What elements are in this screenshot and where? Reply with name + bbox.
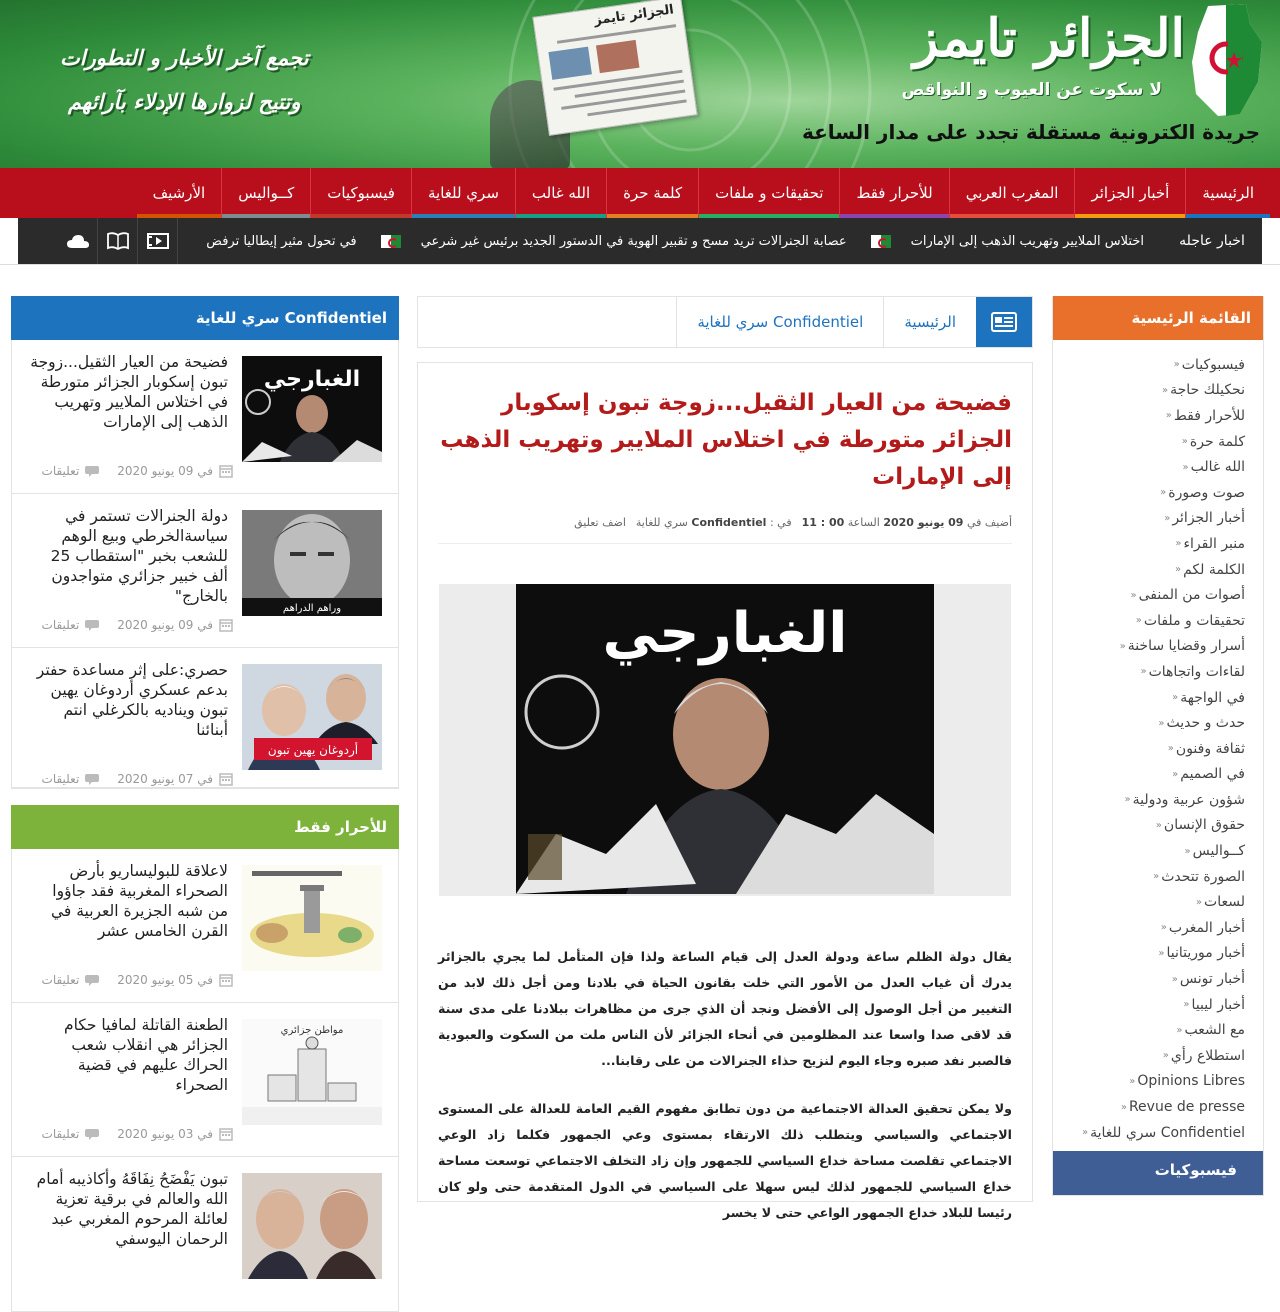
post-thumbnail[interactable] (242, 664, 382, 770)
ticker-tools (18, 218, 178, 264)
thumbnail-caption: الغبارجي (263, 367, 361, 392)
nav-item[interactable]: كــواليس (222, 168, 311, 218)
thumbnail-image (242, 865, 382, 971)
main-menu-list (1053, 340, 1263, 1145)
thumbnail-image (242, 510, 382, 616)
calendar-icon (219, 464, 233, 478)
main-menu-item[interactable]: الله غالب « (1053, 454, 1245, 480)
algeria-flag-icon (871, 235, 891, 248)
nav-item[interactable]: المغرب العربي (950, 168, 1076, 218)
main-menu-widget (1052, 296, 1264, 1196)
comment-icon (85, 1127, 101, 1141)
facebook-widget-title: فيسبوكيات (1053, 1151, 1263, 1195)
post-thumbnail[interactable] (242, 510, 382, 616)
header-banner (0, 0, 1280, 168)
post-title[interactable]: تبون يَفْضَحُ نِفَاقَهُ وأكاذيبه أمام الله والعالم في برقية تعزية لعائلة المرحوم المغربي عبد الرحمان اليوسفي (36, 1170, 228, 1248)
post-item[interactable] (12, 494, 398, 648)
thumbnail-caption: مواطن جزائري (280, 1025, 344, 1036)
main-menu-item[interactable]: Opinions Libres « (1053, 1069, 1245, 1095)
nav-item[interactable]: أخبار الجزائر (1075, 168, 1186, 218)
main-menu-item[interactable]: ثقافة وفنون « (1053, 736, 1245, 762)
post-thumbnail[interactable] (242, 865, 382, 971)
breaking-news-item[interactable] (190, 234, 356, 249)
algeria-flag-icon (381, 235, 401, 248)
main-menu-item[interactable]: تحقيقات و ملفات « (1053, 608, 1245, 634)
main-menu-item[interactable]: لقاءات واتجاهات « (1053, 659, 1245, 685)
post-title[interactable]: دولة الجنرالات تستمر في سياسةالخرطي وبيع الوهم للشعب بخبر "استقطاب 25 ألف خبير جزائري متواجدون بالخارج" (50, 507, 228, 605)
main-menu-item[interactable]: أصوات من المنفى « (1053, 582, 1245, 608)
post-comments[interactable]: تعليقات (41, 973, 80, 987)
post-meta (42, 772, 233, 786)
article-image (439, 584, 1011, 896)
main-menu-item[interactable]: كــواليس « (1053, 838, 1245, 864)
post-meta (42, 973, 233, 987)
post-title[interactable]: حصري:على إثر مساعدة حفتر بدعم عسكري أردوغان يهين تبون ويناديه بالكرغلي انتم أبنائنا (36, 661, 228, 739)
nav-item[interactable]: سري للغاية (412, 168, 516, 218)
main-menu-title: القائمة الرئيسية (1053, 296, 1263, 340)
nav-item[interactable]: للأحرار فقط (840, 168, 949, 218)
post-item[interactable] (12, 849, 398, 1003)
post-thumbnail[interactable] (242, 1173, 382, 1279)
main-menu-item[interactable]: أخبار الجزائر « (1053, 506, 1245, 532)
article-title: فضيحة من العيار الثقيل...زوجة تبون إسكوبار الجزائر متورطة في اختلاس الملايير وتهريب الذهب إلى الإمارات (440, 390, 1012, 490)
thumbnail-image (242, 356, 382, 462)
post-comments[interactable]: تعليقات (41, 772, 80, 786)
comment-icon (85, 464, 101, 478)
nav-item[interactable]: فيسبوكيات (311, 168, 412, 218)
breadcrumb (417, 296, 1033, 348)
left-sidebar (11, 296, 399, 1248)
main-menu-item[interactable]: Confidentiel سري للغاية « (1053, 1120, 1245, 1146)
add-comment-link[interactable]: اضف تعليق (574, 516, 626, 529)
post-title[interactable]: لاعلاقة للبوليساريو بأرض الصحراء المغربية فقد جاؤوا من شبه الجزيرة العربية في القرن الخامس عشر (50, 862, 228, 940)
meta-category[interactable]: في : Confidentiel سري للغاية (635, 516, 792, 529)
main-menu-item[interactable]: في الصميم « (1053, 762, 1245, 788)
site-description: جريدة الكترونية مستقلة تجدد على مدار الساعة (801, 120, 1260, 144)
section-title[interactable]: Confidentiel سري للغاية (11, 296, 399, 340)
section-posts (11, 849, 399, 1312)
post-comments[interactable]: تعليقات (41, 1127, 80, 1141)
calendar-icon (219, 772, 233, 786)
section-posts (11, 340, 399, 789)
post-date: في 05 يونيو 2020 (117, 973, 213, 987)
article-meta (438, 516, 1012, 544)
main-menu-item[interactable]: أخبار المغرب « (1053, 915, 1245, 941)
breaking-news-text: عصابة الجنرالات تريد مسح و تقبير الهوية في الدستور الجديد برئيس غير شرعي (420, 233, 847, 249)
book-icon[interactable] (98, 218, 138, 264)
poster-caption: الغبارجي (602, 601, 848, 666)
thumbnail-caption: وراهم الدراهم (282, 603, 342, 614)
post-thumbnail[interactable] (242, 1019, 382, 1125)
weather-cloud-icon[interactable] (58, 218, 98, 264)
article-body (438, 944, 1012, 1226)
post-date: في 09 يونيو 2020 (117, 618, 213, 632)
breaking-news-item[interactable] (357, 234, 847, 249)
post-date: في 09 يونيو 2020 (117, 464, 213, 478)
banner-tagline (60, 36, 309, 124)
calendar-icon (219, 973, 233, 987)
main-menu-item[interactable]: أسرار وقضايا ساخنة « (1053, 634, 1245, 660)
comment-icon (85, 772, 101, 786)
meta-added: أضيف في 09 يونيو 2020 الساعة 00 : 11 (801, 516, 1012, 529)
post-item[interactable] (12, 648, 398, 788)
article (417, 362, 1033, 1220)
breaking-news-track (178, 218, 1144, 264)
ghabarji-poster-image (516, 584, 934, 894)
main-content (417, 296, 1033, 1220)
breaking-news-text: في تحول مثير إيطاليا ترفض (206, 233, 357, 249)
comment-icon (85, 618, 101, 632)
thumbnail-image (242, 664, 382, 770)
site-title[interactable]: الجزائر تايمز (913, 8, 1185, 69)
thumbnail-image (242, 1019, 382, 1125)
post-comments[interactable]: تعليقات (41, 618, 80, 632)
breaking-news-bar (18, 218, 1262, 264)
main-menu-item[interactable]: حدث و حديث « (1053, 710, 1245, 736)
main-menu-item[interactable]: نحكيلك حاجة « (1053, 378, 1245, 404)
newspaper-graphic (532, 0, 697, 136)
breaking-news-label: اخبار عاجله (1162, 218, 1262, 264)
algeria-map-flag-icon (1188, 2, 1264, 118)
site-slogan: لا سكوت عن العيوب و النواقص (901, 80, 1162, 100)
post-comments[interactable]: تعليقات (41, 464, 80, 478)
main-menu-item[interactable]: فيسبوكيات « (1053, 352, 1245, 378)
post-date: في 07 يونيو 2020 (117, 772, 213, 786)
calendar-icon (219, 618, 233, 632)
main-menu-item[interactable]: لسعات « (1053, 889, 1245, 915)
nav-item[interactable]: تحقيقات و ملفات (699, 168, 840, 218)
breadcrumb-home[interactable]: الرئيسية (883, 297, 976, 347)
breaking-news-text: اختلاس الملايير وتهريب الذهب إلى الإمارات (910, 233, 1144, 249)
calendar-icon (219, 1127, 233, 1141)
post-meta (42, 1127, 233, 1141)
nav-item[interactable]: كلمة حرة (607, 168, 699, 218)
post-title[interactable]: الطعنة القاتلة لمافيا حكام الجزائر هي انقلاب شعب الحراك عليهم في قضية الصحراء (63, 1016, 228, 1094)
breaking-news-item[interactable] (847, 234, 1144, 249)
post-date: في 03 يونيو 2020 (117, 1127, 213, 1141)
article-paragraph: ولا يمكن تحقيق العدالة الاجتماعية من دون تطابق مفهوم القيم العامة للعدالة على المستوى الاجتماعي والسياسي ويتطلب ذلك الارتقاء بمستوى وعي الجمهور فكلما زاد الوعي الاجتماعي تقلصت مساحة خداع السياسي للجمهور وإن زاد التخلف الاجتماعي توسعت مساحة خداع السياسي للجمهور لذلك ليس سهلا على السياسي في الدول المتقدمة حتى ولو كان رئيسا للبلاد خداع الجمهور الواعي حتى لا يخسر (438, 1101, 1012, 1220)
post-meta (42, 464, 233, 478)
main-menu-item[interactable]: كلمة حرة « (1053, 429, 1245, 455)
main-menu-item[interactable]: للأحرار فقط « (1053, 403, 1245, 429)
nav-item[interactable]: الأرشيف (137, 168, 223, 218)
main-menu-item[interactable]: شؤون عربية ودولية « (1053, 787, 1245, 813)
main-menu-item[interactable]: استطلاع رأي « (1053, 1043, 1245, 1069)
post-title[interactable]: فضيحة من العيار الثقيل...زوجة تبون إسكوبار الجزائر متورطة في اختلاس الملايير وتهريب الذهب إلى الإمارات (30, 353, 228, 431)
video-icon[interactable] (138, 218, 178, 264)
thumbnail-caption: أردوغان يهين تبون (267, 743, 359, 757)
main-menu-item[interactable]: أخبار ليبيا « (1053, 992, 1245, 1018)
main-menu-item[interactable]: أخبار موريتانيا « (1053, 941, 1245, 967)
article-paragraph: يقال دولة الظلم ساعة ودولة العدل إلى قيام الساعة ولذا فإن المتأمل لما يجري بالجزائر يدرك أن غياب العدل من الأمور التي خلت بقانون الحياة في بلادنا ومن أجل ذلك لابد من التغيير من أجل الوصول إلى الأفضل ونجد أن الذي جرى من مظاهرات ببلادنا على مدى سنة قد لاقى صدا واسعا عند المظلومين في أنحاء الجزائر لأن الناس ملت من السكوت والعبودية فالصبر نفد صبره وجاء اليوم لنزيح حذاء الجنرالات من على رقابنا... (438, 949, 1012, 1068)
main-menu-item[interactable]: أخبار تونس « (1053, 966, 1245, 992)
post-thumbnail[interactable] (242, 356, 382, 462)
newspaper-title: الجزائر تايمز (593, 2, 675, 29)
main-menu-item[interactable]: الكلمة لكم « (1053, 557, 1245, 583)
main-menu-item[interactable]: مع الشعب « (1053, 1017, 1245, 1043)
main-nav (0, 168, 1280, 218)
nav-item[interactable]: الله غالب (516, 168, 607, 218)
ticker-divider (0, 264, 1280, 265)
main-menu-item[interactable]: في الواجهة « (1053, 685, 1245, 711)
thumbnail-image (242, 1173, 382, 1279)
main-menu-item[interactable]: Revue de presse « (1053, 1094, 1245, 1120)
main-menu-item[interactable]: صوت وصورة « (1053, 480, 1245, 506)
section-title[interactable]: للأحرار فقط (11, 805, 399, 849)
post-item[interactable] (12, 1003, 398, 1157)
post-item[interactable] (12, 340, 398, 494)
breadcrumb-section[interactable]: Confidentiel سري للغاية (676, 297, 883, 347)
post-meta (42, 618, 233, 632)
tagline-line-2: وتتيح لزوارها الإدلاء بآرائهم (68, 89, 301, 114)
tagline-line-1: تجمع آخر الأخبار و التطورات (60, 45, 309, 70)
post-item[interactable] (12, 1157, 398, 1311)
main-menu-item[interactable]: حقوق الإنسان « (1053, 813, 1245, 839)
main-menu-item[interactable]: منبر القراء « (1053, 531, 1245, 557)
newspaper-icon (976, 297, 1032, 347)
nav-item[interactable]: الرئيسية (1186, 168, 1270, 218)
comment-icon (85, 973, 101, 987)
main-menu-item[interactable]: الصورة تتحدث « (1053, 864, 1245, 890)
